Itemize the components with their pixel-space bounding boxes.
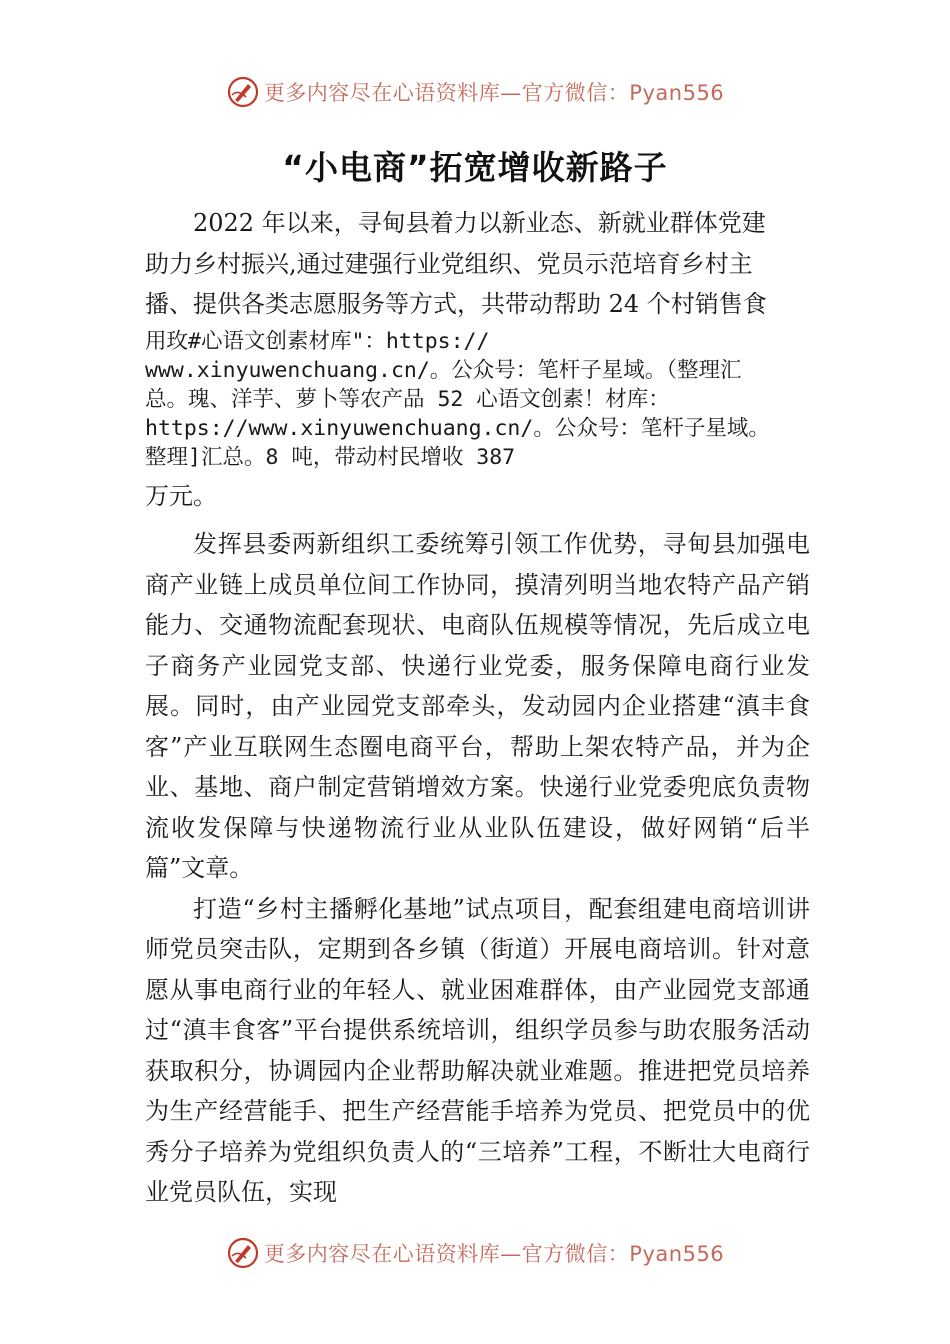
paragraph-1-line-1: 2022 年以来，寻甸县着力以新业态、新就业群体党建 [193,209,766,237]
pen-circle-logo-icon [226,75,260,109]
paragraph-1-mono-2: www.xinyuwenchuang.cn/。公众号：笔杆子星域。（整理汇 [145,357,742,383]
paragraph-1-mono-1: 用玫#心语文创素材库"：https:// [145,328,490,354]
paragraph-2: 发挥县委两新组织工委统筹引领工作优势，寻甸县加强电商产业链上成员单位间工作协同，摸清列明当地农特产品产销能力、交通物流配套现状、电商队伍规模等情况，先后成立电子商务产业园党支部、快递行业党委，服务保障电商行业发展。同时，由产业园党支部牵头，发动园内企业搭建“滇丰食客”产业互联网生态圈电商平台，帮助上架农特产品，并为企业、基地、商户制定营销增效方案。快递行业党委兜底负责物流收发保障与快递物流行业从业队伍建设，做好网销“后半篇”文章。 [145,530,810,882]
paragraph-1 [145,203,810,516]
pen-circle-logo-icon [226,1236,260,1270]
footer-banner [0,1231,950,1275]
document-body [145,203,810,1213]
header-banner [0,70,950,114]
header-banner-text: 更多内容尽在心语资料库—官方微信：Pyan556 [263,81,725,105]
paragraph-1-tail: 万元。 [145,481,217,510]
paragraph-1-line-2: 助力乡村振兴,通过建强行业党组织、党员示范培育乡村主 [145,249,753,278]
paragraph-1-line-3: 播、提供各类志愿服务等方式，共带动帮助 24 个村销售食 [145,290,767,318]
paragraph-3: 打造“乡村主播孵化基地”试点项目，配套组建电商培训讲师党员突击队，定期到各乡镇（街道）开展电商培训。针对意愿从事电商行业的年轻人、就业困难群体，由产业园党支部通过“滇丰食客”平台提供系统培训，组织学员参与助农服务活动获取积分，协调园内企业帮助解决就业难题。推进把党员培养为生产经营能手、把生产经营能手培养为党员、把党员中的优秀分子培养为党组织负责人的“三培养”工程，不断壮大电商行业党员队伍，实现 [145,894,810,1206]
paragraph-1-mono-4: https://www.xinyuwenchuang.cn/。公众号：笔杆子星域。 [145,415,770,441]
document-title: “小电商”拓宽增收新路子 [282,148,668,187]
paragraph-1-mono-5: 整理]汇总。8 吨，带动村民增收 387 [145,444,516,470]
footer-banner-text: 更多内容尽在心语资料库—官方微信：Pyan556 [263,1242,725,1266]
paragraph-1-mono-3: 总。瑰、洋芋、萝卜等农产品 52 心语文创素！材库： [145,386,670,412]
